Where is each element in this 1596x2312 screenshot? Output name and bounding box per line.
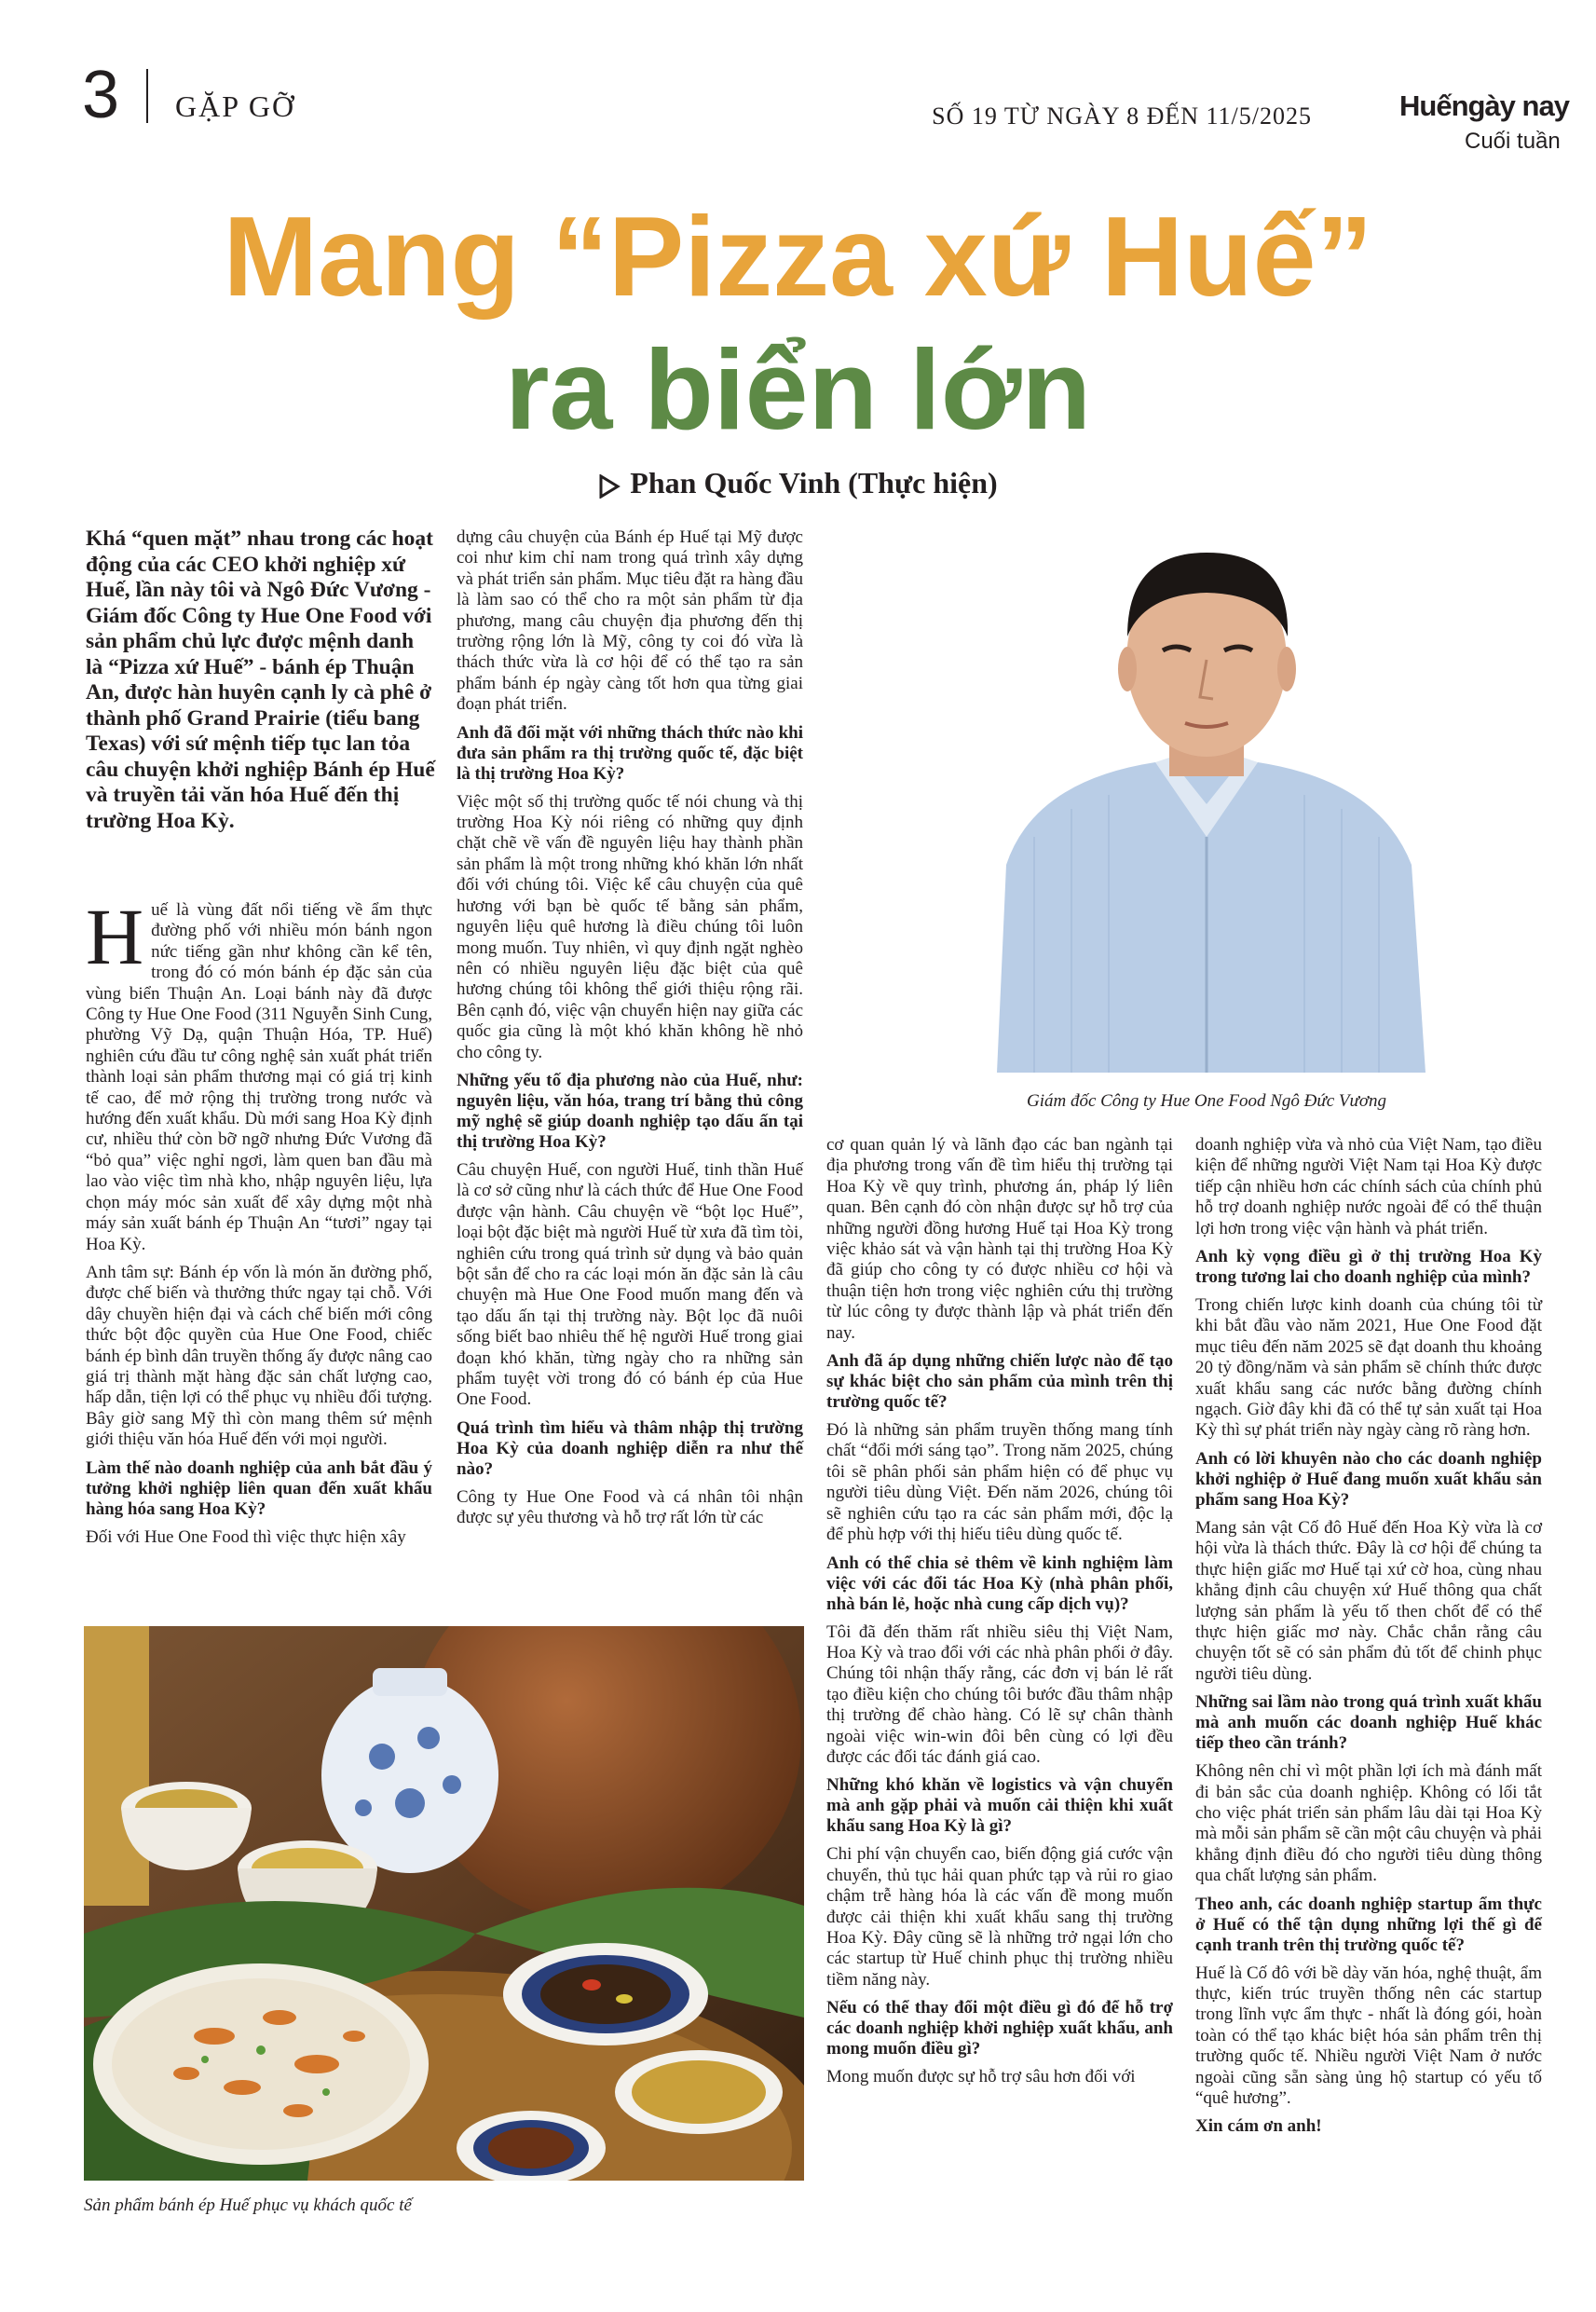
paragraph: Anh tâm sự: Bánh ép vốn là món ăn đường phố, được chế biến và thưởng thức ngay tại chỗ. Với dây chuyền hiện đại và cách chế biến mới công thức bột độc quyền của Hue One Food, chiếc bánh ép bình dân truyền thống ấy được nâng cao giá trị thành mặt hàng đặc sản chất lượng cao, hấp dẫn, tiện lợi có thể phục vụ nhiều đối tượng. Bây giờ sang Mỹ thì còn mang thêm sứ mệnh giới thiệu văn hóa Huế đến với mọi người. (86, 1262, 432, 1450)
interview-question: Anh có thể chia sẻ thêm về kinh nghiệm làm việc với các đối tác Hoa Kỳ (nhà phân phối, nhà bán lẻ, hoặc nhà cung cấp dịch vụ)? (826, 1553, 1173, 1614)
article-column-3 (826, 1135, 1173, 2096)
portrait-photo (978, 529, 1435, 1073)
paragraph: Huế là vùng đất nổi tiếng về ẩm thực đường phố với nhiều món bánh ngon nức tiếng gần như không cần kể tên, trong đó có món bánh ép đặc sản của vùng biển Thuận An. Loại bánh này đã được Công ty Hue One Food (311 Nguyễn Sinh Cung, phường Vỹ Dạ, quận Thuận Hóa, TP. Huế) nghiên cứu đầu tư công nghệ sản xuất phát triển thành loại sản phẩm thương mại có giá trị kinh tế cao, để mở rộng thị trường trong nước và hướng đến xuất khẩu. Dù mới sang Hoa Kỳ định cư, nhiều thứ còn bỡ ngỡ nhưng Đức Vương đã “bỏ qua” việc nghỉ ngơi, làm quen ban đầu mà lao vào việc tìm nhà kho, nhập nguyên liệu, lựa chọn máy móc sản xuất để xây dựng một nhà máy sản xuất bánh ép Thuận An “tươi” ngay tại Hoa Kỳ. (86, 892, 432, 1254)
article-lead: Khá “quen mặt” nhau trong các hoạt động của các CEO khởi nghiệp xứ Huế, lần này tôi và Ngô Đức Vương - Giám đốc Công ty Hue One Food với sản phẩm chủ lực được mệnh danh là “Pizza xứ Huế” - bánh ép Thuận An, được hàn huyên cạnh ly cà phê ở thành phố Grand Prairie (tiểu bang Texas) với sứ mệnh tiếp tục lan tỏa câu chuyện khởi nghiệp Bánh ép Huế và truyền tải văn hóa Huế đến thị trường Hoa Kỳ. (86, 527, 435, 833)
paragraph: Công ty Hue One Food và cá nhân tôi nhận được sự yêu thương và hỗ trợ rất lớn từ các (457, 1486, 803, 1528)
paragraph: Câu chuyện Huế, con người Huế, tinh thần Huế là cơ sở cũng như là cách thức để Hue One Food được vận hành. Câu chuyện về “bột lọc Huế”, loại bột đặc biệt mà người Huế từ xưa đã tìm tòi, nghiên cứu trong quá trình sử dụng và bảo quản bột sắn để cho ra các loại món ăn đặc sản là câu chuyện mà Hue One Food muốn mang đến và tạo dấu ấn tại thị trường này. Bột lọc đã nuôi sống biết bao nhiêu thế hệ người Huế trong giai đoạn khó khăn, từng ngày cho ra những sản phẩm tuyệt vời trong đó có bánh ép của Hue One Food. (457, 1159, 803, 1410)
paragraph: Mang sản vật Cố đô Huế đến Hoa Kỳ vừa là cơ hội vừa là thách thức. Đây là cơ hội để chúng ta thực hiện giấc mơ Huế tại xứ cờ hoa, cùng nhau khẳng định câu chuyện xứ Huế thông qua chất lượng sản phẩm là yếu tố then chốt để có thể thực hiện giấc mơ này. Chắc chắn rằng câu chuyện tốt sẽ có sản phẩm đủ tốt để chinh phục người tiêu dùng. (1195, 1517, 1542, 1684)
play-arrow-icon (598, 474, 621, 499)
paragraph: cơ quan quản lý và lãnh đạo các ban ngành tại địa phương trong vấn đề tìm hiểu thị trường tại Hoa Kỳ về quy trình, phương án, pháp lý liên quan. Bên cạnh đó còn nhận được sự hỗ trợ của những người đồng hương Huế tại Hoa Kỳ trong việc khảo sát và vận hành tại thị trường Hoa Kỳ đã giúp cho công ty có được nhiều cơ hội và thuận tiện hơn trong việc nghiên cứu thị trường từ lúc công ty được thành lập và phát triển đến nay. (826, 1135, 1173, 1343)
portrait-caption: Giám đốc Công ty Hue One Food Ngô Đức Vương (1026, 1091, 1386, 1111)
paragraph: Trong chiến lược kinh doanh của chúng tôi từ khi bắt đầu vào năm 2021, Hue One Food đặt mục tiêu đến năm 2025 sẽ đạt doanh thu khoảng 20 tỷ đồng/năm và sản phẩm sẽ chính thức được xuất khẩu sang các nước bằng đường chính ngạch. Giờ đây khi đã có thể tự sản xuất tại Hoa Kỳ thì sự phát triển này ngày càng rõ ràng hơn. (1195, 1295, 1542, 1441)
byline-text: Phan Quốc Vinh (Thực hiện) (630, 466, 998, 499)
publication-logo: Huếngày nay (1399, 89, 1569, 122)
paragraph: Tôi đã đến thăm rất nhiều siêu thị Việt Nam, Hoa Kỳ và trao đổi với các nhà phân phối ở đây. Chúng tôi nhận thấy rằng, các đơn vị bán lẻ rất tạo điều kiện cho chúng tôi bước đầu thâm nhập thị trường để chào hàng. Có lẽ sự chân thành ngoài việc win-win đôi bên cùng có lợi đều được các đối tác đánh giá cao. (826, 1621, 1173, 1767)
closing-line: Xin cám ơn anh! (1195, 2116, 1322, 2137)
interview-question: Anh kỳ vọng điều gì ở thị trường Hoa Kỳ trong tương lai cho doanh nghiệp của mình? (1195, 1247, 1542, 1288)
publication-logo-sub: Cuối tuần (1465, 129, 1561, 154)
interview-question: Làm thế nào doanh nghiệp của anh bắt đầu ý tưởng khởi nghiệp liên quan đến xuất khẩu hàng hóa sang Hoa Kỳ? (86, 1457, 432, 1519)
interview-question: Những yếu tố địa phương nào của Huế, như: nguyên liệu, văn hóa, trang trí bằng thủ công mỹ nghệ sẽ giúp doanh nghiệp tạo dấu ấn tại thị trường Hoa Kỳ? (457, 1070, 803, 1152)
byline (0, 464, 1596, 501)
interview-question: Anh đã đối mặt với những thách thức nào khi đưa sản phẩm ra thị trường quốc tế, đặc biệt là thị trường Hoa Kỳ? (457, 722, 803, 784)
food-photo (84, 1626, 804, 2181)
paragraph: Chi phí vận chuyển cao, biến động giá cước vận chuyển, thủ tục hải quan phức tạp và rủi ro giao chậm trễ hàng hóa là các vấn đề mong muốn được cải thiện khi xuất khẩu sang thị trường Hoa Kỳ. Đây cũng sẽ là những trở ngại lớn cho các startup từ Huế chinh phục thị trường nhiều tiềm năng này. (826, 1844, 1173, 1990)
drop-cap: H (86, 892, 144, 981)
interview-question: Anh có lời khuyên nào cho các doanh nghiệp khởi nghiệp ở Huế đang muốn xuất khẩu sản phẩm sang Hoa Kỳ? (1195, 1448, 1542, 1510)
paragraph: Không nên chỉ vì một phần lợi ích mà đánh mất đi bản sắc của doanh nghiệp. Không có lối tắt cho việc phát triển sản phẩm lâu dài tại Hoa Kỳ mà mỗi sản phẩm sẽ cần một câu chuyện và phải khẳng định điều đó cho người tiêu dùng thông qua chất lượng sản phẩm. (1195, 1761, 1542, 1886)
page-number: 3 (82, 58, 120, 132)
food-caption: Sản phẩm bánh ép Huế phục vụ khách quốc tế (84, 2196, 412, 2215)
interview-question: Nếu có thể thay đổi một điều gì đó để hỗ trợ các doanh nghiệp khởi nghiệp xuất khẩu, anh mong muốn điều gì? (826, 1998, 1173, 2059)
paragraph: Đó là những sản phẩm truyền thống mang tính chất “đổi mới sáng tạo”. Trong năm 2025, chúng tôi sẽ phân phối sản phẩm hiện có để phục vụ người tiêu dùng Việt. Đến năm 2026, chúng tôi sẽ nghiên cứu tạo ra các sản phẩm mới, độc lạ để phù hợp với thị hiếu tiêu dùng quốc tế. (826, 1420, 1173, 1545)
article-column-1 (86, 892, 432, 1555)
section-label: GẶP GỠ (175, 89, 296, 123)
interview-question: Những khó khăn về logistics và vận chuyển mà anh gặp phải và muốn cải thiện khi xuất khẩu sang Hoa Kỳ là gì? (826, 1775, 1173, 1837)
article-column-4 (1195, 1135, 1542, 2144)
interview-question: Theo anh, các doanh nghiệp startup ẩm thực ở Huế có thể tận dụng những lợi thế gì để cạnh tranh trên thị trường quốc tế? (1195, 1894, 1542, 1955)
interview-question: Những sai lầm nào trong quá trình xuất khẩu mà anh muốn các doanh nghiệp Huế khác tiếp theo cần tránh? (1195, 1692, 1542, 1754)
paragraph: doanh nghiệp vừa và nhỏ của Việt Nam, tạo điều kiện để những người Việt Nam tại Hoa Kỳ được tiếp cận nhiều hơn các chính sách của chính phủ hỗ trợ doanh nghiệp nước ngoài để có thể thuận lợi hơn trong việc vận hành và phát triển. (1195, 1135, 1542, 1238)
paragraph: dựng câu chuyện của Bánh ép Huế tại Mỹ được coi như kim chỉ nam trong quá trình xây dựng và phát triển sản phẩm. Mục tiêu đặt ra hàng đầu là làm sao có thể cho ra một sản phẩm từ địa phương, mang câu chuyện địa phương đến thị trường rộng lớn là Mỹ, công ty coi đó vừa là thách thức vừa là cơ hội để có thể tạo ra sản phẩm bánh ép ngày càng tốt hơn qua từng giai đoạn phát triển. (457, 527, 803, 715)
article-column-2 (457, 527, 803, 1537)
issue-info: SỐ 19 TỪ NGÀY 8 ĐẾN 11/5/2025 (932, 103, 1312, 130)
paragraph: Huế là Cố đô với bề dày văn hóa, nghệ thuật, ẩm thực, kiến trúc truyền thống nên các startup trong lĩnh vực ẩm thực - nhất là đóng gói, hoàn toàn có thể tạo khác biệt hóa sản phẩm trên thị trường quốc tế. Nhiều người Việt Nam ở nước ngoài cũng sẵn sàng ủng hộ startup có yếu tố “quê hương”. (1195, 1963, 1542, 2108)
header-divider (146, 69, 148, 123)
interview-question: Quá trình tìm hiểu và thâm nhập thị trường Hoa Kỳ của doanh nghiệp diễn ra như thế nào? (457, 1417, 803, 1479)
paragraph: Việc một số thị trường quốc tế nói chung và thị trường Hoa Kỳ nói riêng có những quy định chặt chẽ về vấn đề nguyên liệu hay thành phần sản phẩm là một trong những khó khăn lớn nhất đối với chúng tôi. Việc kể câu chuyện của quê hương với bạn bè quốc tế bằng sản phẩm, nguyên liệu quê hương là điều chúng tôi luôn mong muốn. Tuy nhiên, vì quy định ngặt nghèo nên có nhiều nguyên liệu đặc biệt của quê hương chúng tôi không thể giới thiệu rộng rãi. Bên cạnh đó, việc vận chuyển hiện nay giữa các quốc gia cũng là một khó khăn không hề nhỏ cho công ty. (457, 791, 803, 1062)
article-title-line1: Mang “Pizza xứ Huế” (223, 193, 1373, 320)
paragraph: Đối với Hue One Food thì việc thực hiện xây (86, 1526, 406, 1547)
paragraph: Mong muốn được sự hỗ trợ sâu hơn đối với (826, 2067, 1136, 2087)
interview-question: Anh đã áp dụng những chiến lược nào để tạo sự khác biệt cho sản phẩm của mình trên thị trường quốc tế? (826, 1351, 1173, 1413)
article-title-line2: ra biển lớn (504, 326, 1092, 453)
